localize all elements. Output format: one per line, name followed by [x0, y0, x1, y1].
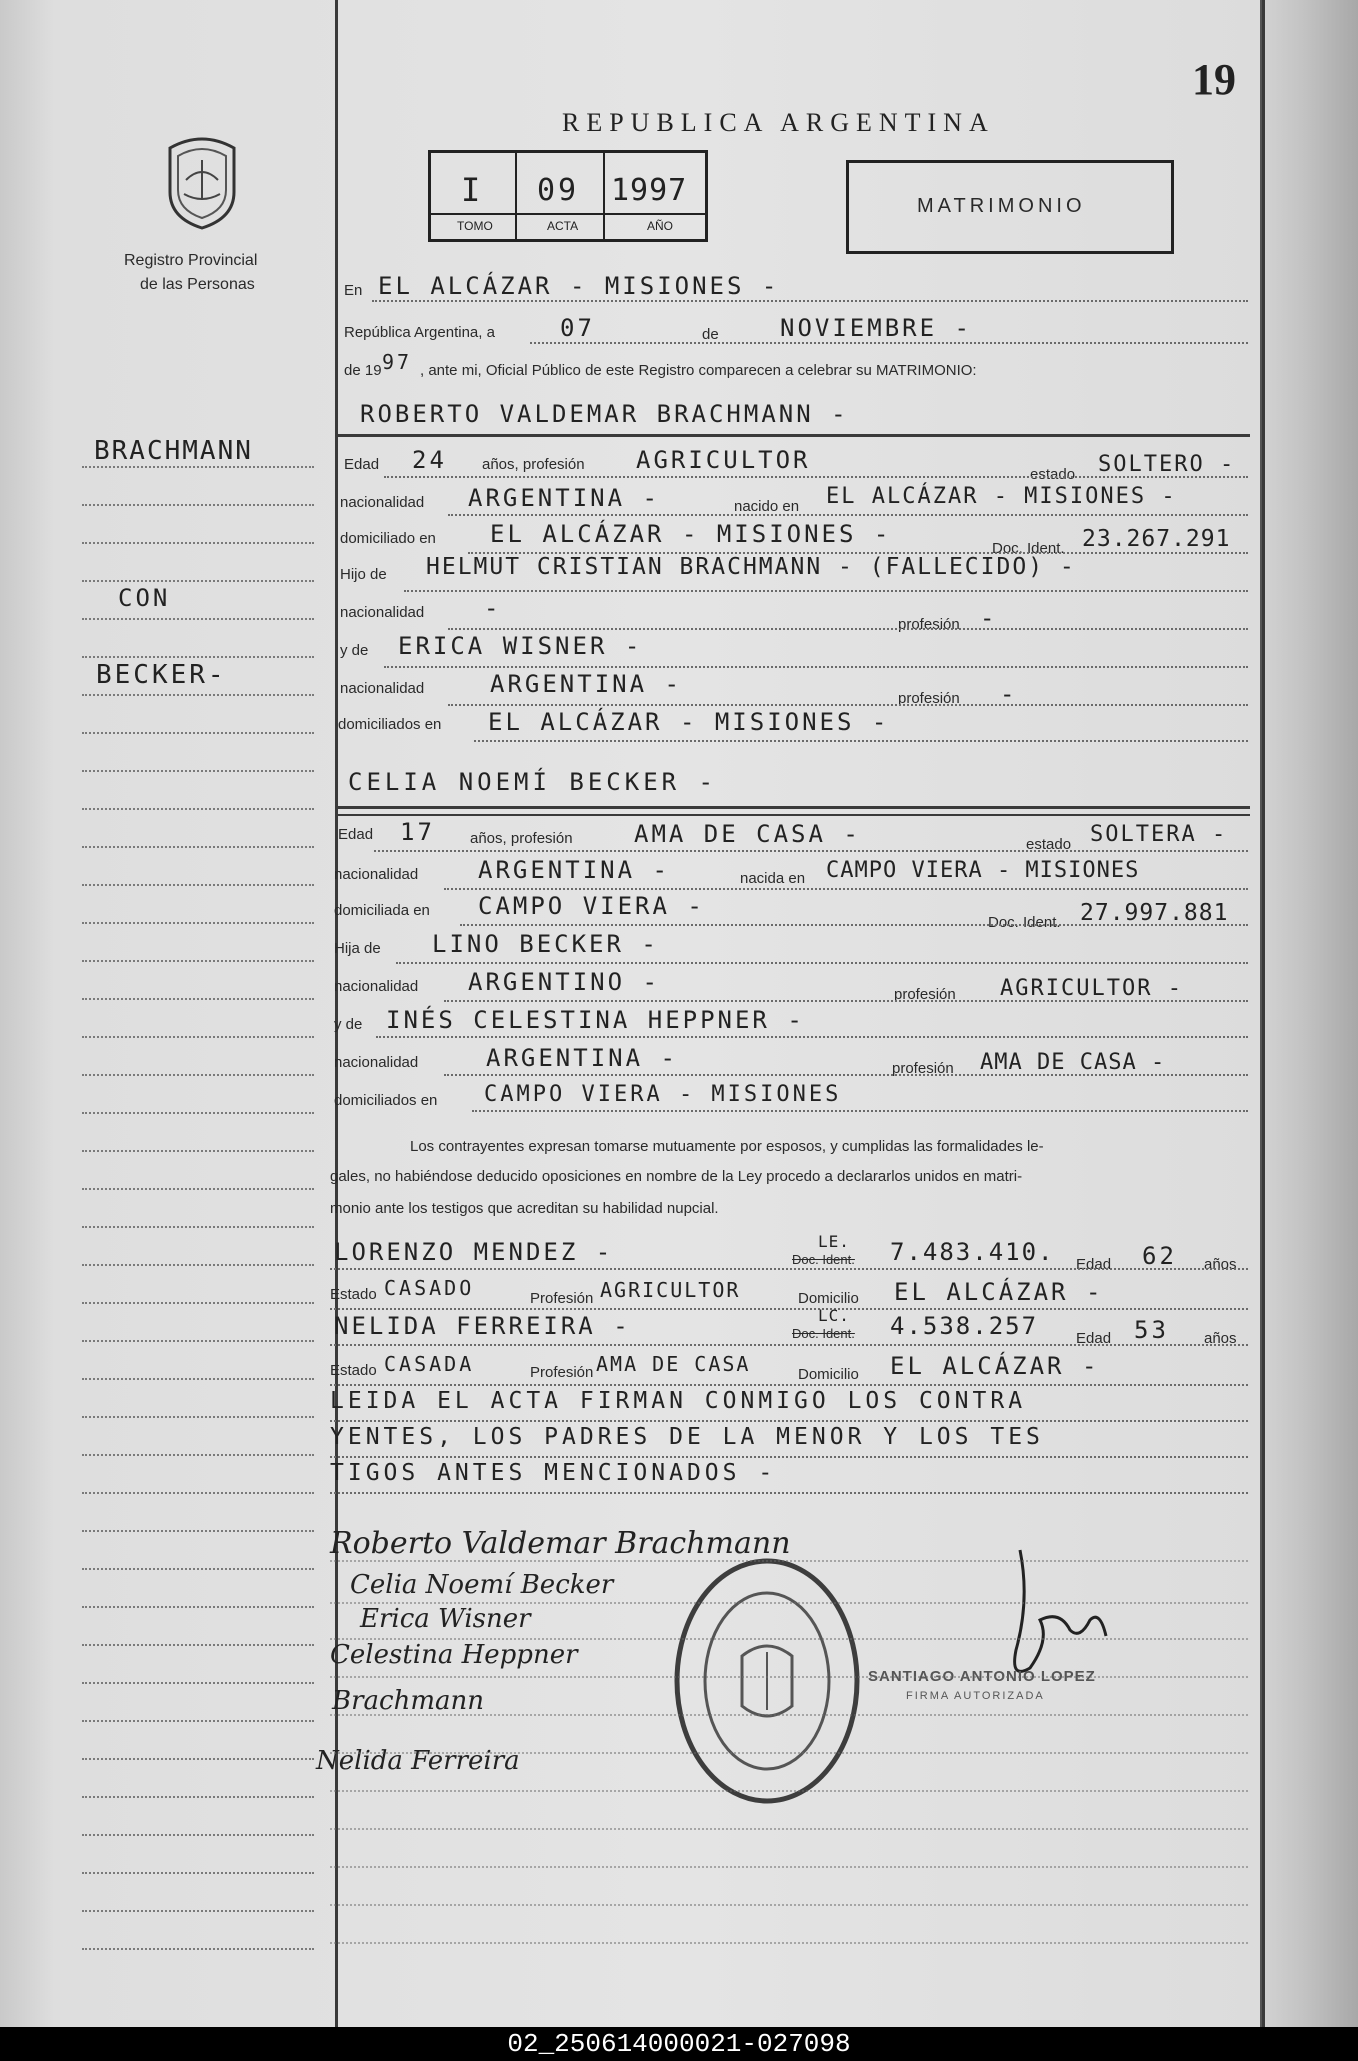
- day-de-label: de: [702, 326, 719, 343]
- groom-father-nat-label: nacionalidad: [340, 604, 425, 621]
- bride-domicile: CAMPO VIERA -: [478, 892, 705, 920]
- official-stamp-icon: [672, 1556, 862, 1806]
- registry-name-line2: de las Personas: [140, 276, 255, 293]
- bride-domiciliada-label: domiciliada en: [334, 902, 430, 919]
- groom-yde-label: y de: [340, 642, 369, 659]
- groom-mother-prof-label: profesión: [898, 690, 960, 707]
- groom-nationality: ARGENTINA -: [468, 484, 660, 512]
- bride-mother: INÉS CELESTINA HEPPNER -: [386, 1006, 805, 1034]
- bride-nacionalidad-label: nacionalidad: [334, 866, 419, 883]
- intro-statement: , ante mi, Oficial Público de este Registro comparecen a celebrar su MATRIMONIO:: [420, 362, 977, 379]
- closing-line-1: LEIDA EL ACTA FIRMAN CONMIGO LOS CONTRA: [330, 1388, 1027, 1414]
- year-prefix: de 19: [344, 362, 382, 379]
- witness-2-profesion-label: Profesión: [530, 1364, 594, 1381]
- bride-mother-prof-label: profesión: [892, 1060, 954, 1077]
- day: 07: [560, 314, 595, 342]
- bride-yde-label: y de: [334, 1016, 363, 1033]
- groom-nacionalidad-label: nacionalidad: [340, 494, 425, 511]
- witness-1-doc-number: 7.483.410.: [890, 1238, 1055, 1266]
- bride-doc-number: 27.997.881: [1080, 900, 1229, 926]
- bride-civil-status: SOLTERA -: [1090, 822, 1228, 847]
- declaration-line-1: Los contrayentes expresan tomarse mutuamente por esposos, y cumplidas las formalidades le-: [410, 1138, 1044, 1155]
- bride-profession: AMA DE CASA -: [634, 820, 861, 848]
- signature-groom: Roberto Valdemar Brachmann: [330, 1526, 791, 1561]
- bride-nationality: ARGENTINA -: [478, 856, 670, 884]
- groom-profesion-label: años, profesión: [482, 456, 585, 473]
- bride-estado-label: estado: [1026, 836, 1072, 853]
- registry-name-line1: Registro Provincial: [124, 252, 258, 269]
- groom-birthplace: EL ALCÁZAR - MISIONES -: [826, 484, 1177, 509]
- acta-value: 09: [537, 173, 580, 208]
- witness-2-name: NELIDA FERREIRA -: [334, 1312, 631, 1340]
- ano-value: 1997: [611, 173, 688, 208]
- witness-2-domicilio-label: Domicilio: [798, 1366, 859, 1383]
- bride-nacida-label: nacida en: [740, 870, 806, 887]
- groom-name: ROBERTO VALDEMAR BRACHMANN -: [360, 400, 849, 428]
- signature-bride: Celia Noemí Becker: [350, 1570, 614, 1600]
- witness-1-domicile: EL ALCÁZAR -: [894, 1278, 1104, 1306]
- bride-father-nat-label: nacionalidad: [334, 978, 419, 995]
- declaration-line-3: monio ante los testigos que acreditan su habilidad nupcial.: [330, 1200, 719, 1217]
- witness-2-age: 53: [1134, 1316, 1169, 1344]
- signature-witness-a: Erica Wisner: [360, 1604, 531, 1634]
- year: 97: [382, 350, 413, 374]
- signature-mother: Celestina Heppner: [330, 1640, 578, 1670]
- doc-type: MATRIMONIO: [917, 195, 1086, 217]
- province-seal-icon: [160, 134, 244, 230]
- bride-father-prof-label: profesión: [894, 986, 956, 1003]
- margin-note-surname-1: BRACHMANN: [94, 436, 253, 466]
- groom-mother-profession: -: [1000, 680, 1018, 708]
- margin-note-con: CON: [118, 584, 171, 612]
- bride-parents-dom-label: domiciliados en: [334, 1092, 438, 1109]
- signature-witness-c: Nelida Ferreira: [316, 1746, 520, 1776]
- bride-birthplace: CAMPO VIERA - MISIONES: [826, 858, 1140, 883]
- margin-note-surname-2: BECKER-: [96, 660, 227, 690]
- bride-mother-nationality: ARGENTINA -: [486, 1044, 678, 1072]
- bride-mother-profession: AMA DE CASA -: [980, 1050, 1166, 1075]
- signature-witness-b: Brachmann: [332, 1686, 484, 1716]
- witness-1-edad-label: Edad: [1076, 1256, 1112, 1273]
- bride-mother-nat-label: nacionalidad: [334, 1054, 419, 1071]
- groom-mother: ERICA WISNER -: [398, 632, 643, 660]
- witness-1-doc-label: Doc. Ident.: [792, 1252, 855, 1267]
- page-edge: [1260, 0, 1358, 2027]
- groom-doc-number: 23.267.291: [1082, 526, 1231, 552]
- officer-name: SANTIAGO ANTONIO LOPEZ: [868, 1668, 1096, 1685]
- witness-1-name: LORENZO MENDEZ -: [334, 1238, 614, 1266]
- groom-mother-nationality: ARGENTINA -: [490, 670, 682, 698]
- right-rule: [1262, 0, 1265, 2027]
- groom-father-profession: -: [980, 604, 998, 632]
- bride-edad-label: Edad: [338, 826, 374, 843]
- witness-2-doc-prefix: LC.: [818, 1306, 850, 1325]
- witness-1-anos-label: años: [1204, 1256, 1237, 1273]
- republica-label: República Argentina, a: [344, 324, 495, 341]
- tomo-label: TOMO: [457, 219, 493, 233]
- bride-father-profession: AGRICULTOR -: [1000, 976, 1183, 1001]
- witness-1-doc-prefix: LE.: [818, 1232, 850, 1251]
- document-title: REPUBLICA ARGENTINA: [562, 108, 995, 137]
- record-number-box: [428, 150, 708, 242]
- groom-mother-nat-label: nacionalidad: [340, 680, 425, 697]
- witness-1-age: 62: [1142, 1242, 1177, 1270]
- scan-id: 02_250614000021-027098: [0, 2027, 1358, 2061]
- groom-profession: AGRICULTOR: [636, 446, 811, 474]
- witness-2-doc-number: 4.538.257: [890, 1312, 1039, 1340]
- bride-father: LINO BECKER -: [432, 930, 659, 958]
- witness-2-estado-label: Estado: [330, 1362, 377, 1379]
- witness-2-doc-label: Doc. Ident.: [792, 1326, 855, 1341]
- groom-domicile: EL ALCÁZAR - MISIONES -: [490, 520, 892, 548]
- witness-2-anos-label: años: [1204, 1330, 1237, 1347]
- witness-2-civil-status: CASADA: [384, 1352, 475, 1376]
- groom-parents-dom-label: domiciliados en: [338, 716, 442, 733]
- page-number: 19: [1192, 55, 1236, 104]
- place: EL ALCÁZAR - MISIONES -: [378, 272, 780, 300]
- witness-1-profesion-label: Profesión: [530, 1290, 594, 1307]
- groom-edad-label: Edad: [344, 456, 380, 473]
- groom-father-prof-label: profesión: [898, 616, 960, 633]
- declaration-line-2: gales, no habiéndose deducido oposiciones en nombre de la Ley procedo a declararlos unidos en matri-: [330, 1168, 1023, 1185]
- bride-parents-domicile: CAMPO VIERA - MISIONES: [484, 1082, 842, 1107]
- en-label: En: [344, 282, 363, 299]
- groom-father: HELMUT CRISTIAN BRACHMANN - (FALLECIDO) -: [426, 554, 1076, 580]
- doc-type-box: [846, 160, 1174, 254]
- witness-1-civil-status: CASADO: [384, 1276, 475, 1300]
- witness-1-profession: AGRICULTOR: [600, 1278, 741, 1302]
- tomo-value: I: [461, 171, 484, 209]
- closing-line-3: TIGOS ANTES MENCIONADOS -: [330, 1460, 777, 1486]
- groom-doc-label: Doc. Ident.: [992, 540, 1065, 557]
- groom-domiciliado-label: domiciliado en: [340, 530, 436, 547]
- groom-estado-label: estado: [1030, 466, 1076, 483]
- closing-line-2: YENTES, LOS PADRES DE LA MENOR Y LOS TES: [330, 1424, 1044, 1450]
- margin-rule: [335, 0, 338, 2027]
- groom-hijo-label: Hijo de: [340, 566, 387, 583]
- witness-2-domicile: EL ALCÁZAR -: [890, 1352, 1100, 1380]
- witness-1-estado-label: Estado: [330, 1286, 377, 1303]
- bride-profesion-label: años, profesión: [470, 830, 573, 847]
- groom-age: 24: [412, 446, 447, 474]
- witness-2-edad-label: Edad: [1076, 1330, 1112, 1347]
- groom-parents-domicile: EL ALCÁZAR - MISIONES -: [488, 708, 890, 736]
- groom-civil-status: SOLTERO -: [1098, 452, 1236, 477]
- acta-label: ACTA: [547, 219, 579, 233]
- bride-father-nationality: ARGENTINO -: [468, 968, 660, 996]
- ano-label: AÑO: [647, 219, 674, 233]
- witness-1-domicilio-label: Domicilio: [798, 1290, 859, 1307]
- bride-hija-label: Hija de: [334, 940, 381, 957]
- officer-title: FIRMA AUTORIZADA: [906, 1690, 1045, 1702]
- month: NOVIEMBRE -: [780, 314, 972, 342]
- groom-nacido-label: nacido en: [734, 498, 800, 515]
- bride-age: 17: [400, 818, 435, 846]
- witness-2-profession: AMA DE CASA: [596, 1352, 751, 1376]
- bride-doc-label: Doc. Ident.: [988, 914, 1061, 931]
- bride-name: CELIA NOEMÍ BECKER -: [348, 768, 717, 796]
- groom-father-nationality: -: [484, 594, 502, 622]
